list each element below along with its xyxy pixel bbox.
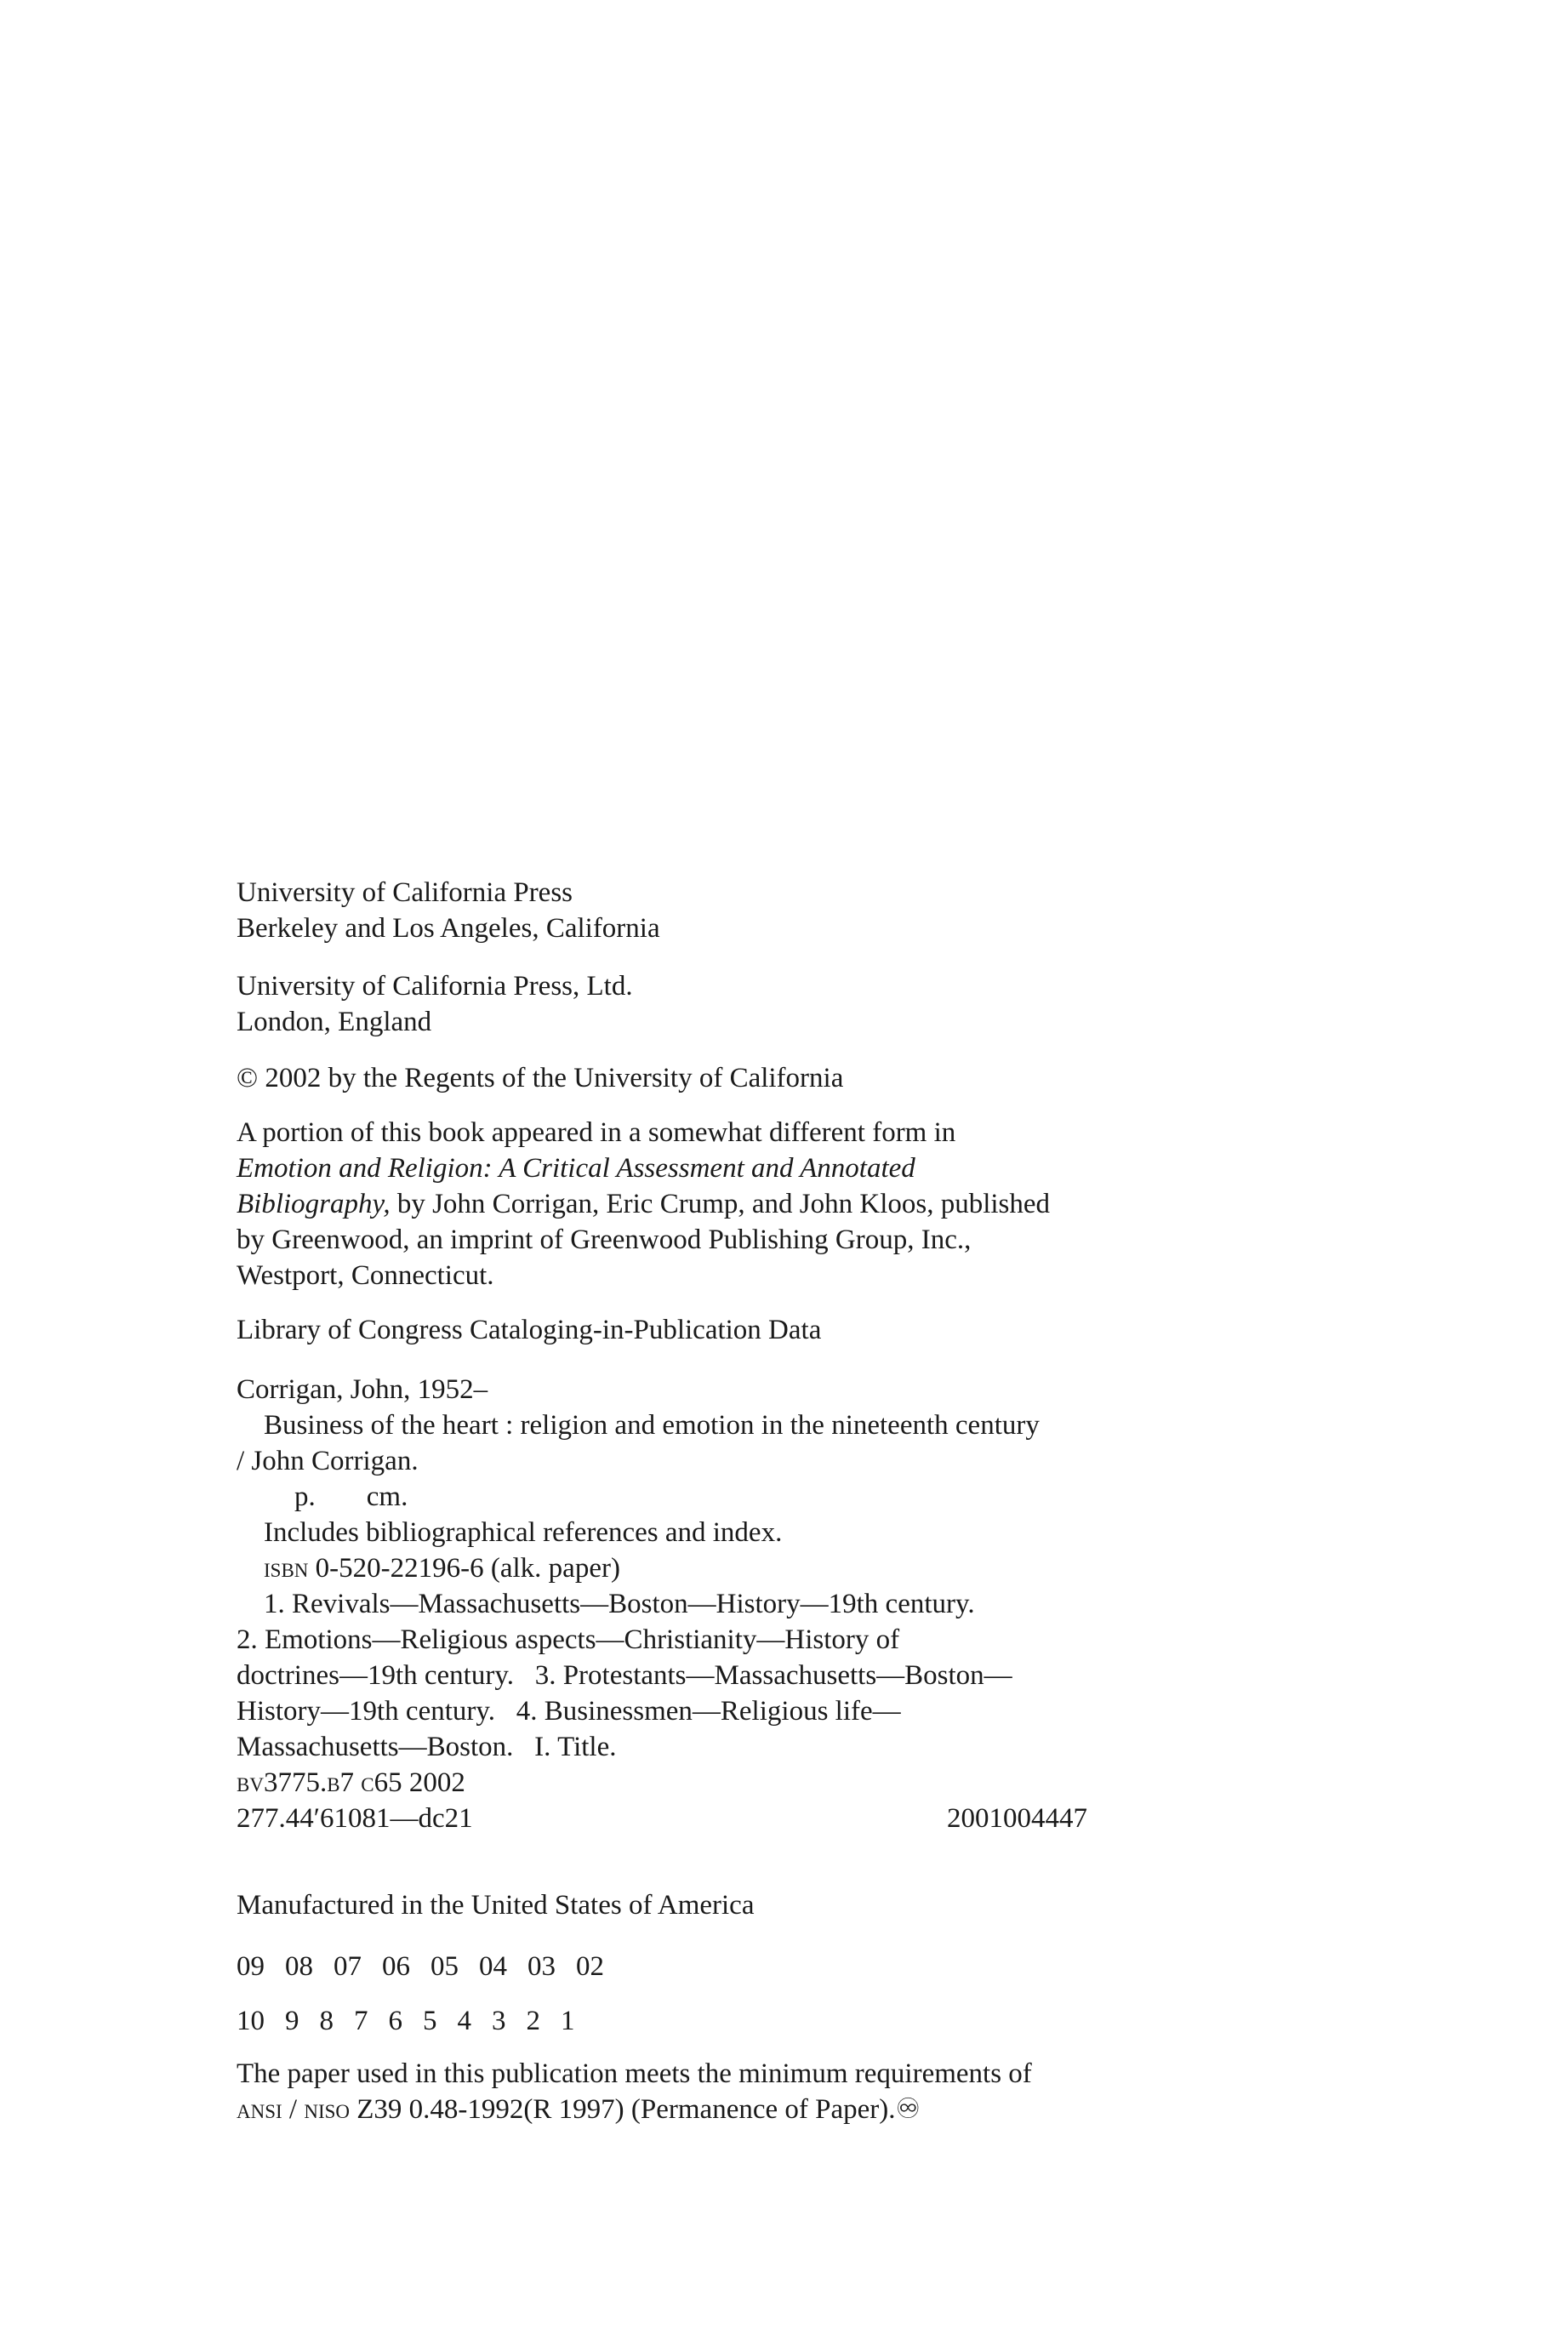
portion-line-3-rest: by John Corrigan, Eric Crump, and John Kloos, published — [390, 1189, 1051, 1219]
cip-subjects-line-4 — [237, 1693, 1087, 1729]
portion-line-5: Westport, Connecticut. — [237, 1260, 494, 1291]
paper-note-sep: / — [282, 2094, 305, 2125]
cip-isbn — [237, 1550, 1087, 1586]
uk-publisher-location: London, England — [237, 1007, 432, 1037]
cip-heading-block — [237, 1312, 1087, 1348]
print-number: 8 — [319, 2006, 334, 2036]
cip-subjects-line-1: 1. Revivals—Massachusetts—Boston—History—19th century. — [264, 1589, 975, 1619]
manufactured-line: Manufactured in the United States of America — [237, 1890, 755, 1921]
cip-cm: cm. — [366, 1481, 408, 1512]
cip-call-number: bv3775.b7 c65 2002 — [237, 1767, 465, 1798]
cip-title-line-1: Business of the heart : religion and emotion in the nineteenth century — [264, 1410, 1040, 1441]
cip-lccn: 2001004447 — [947, 1803, 1087, 1834]
print-number: 1 — [561, 2006, 575, 2036]
cip-subjects-line-3 — [237, 1658, 1087, 1693]
cip-author: Corrigan, John, 1952– — [237, 1374, 488, 1405]
print-year: 09 — [237, 1951, 265, 1982]
cip-subjects-line-3b: 3. Protestants—Massachusetts—Boston— — [534, 1660, 1012, 1691]
print-number: 4 — [457, 2006, 471, 2036]
cip-dewey-row — [237, 1801, 1087, 1836]
publisher-block — [237, 875, 1087, 946]
print-year: 04 — [479, 1951, 507, 1982]
cip-subjects-line-5b: I. Title. — [534, 1732, 617, 1762]
portion-line-1: A portion of this book appeared in a somewhat different form in — [237, 1117, 956, 1148]
cip-subjects-line-3a: doctrines—19th century. — [237, 1660, 514, 1691]
print-number: 2 — [526, 2006, 540, 2036]
cip-title-line-2: / John Corrigan. — [237, 1446, 419, 1476]
print-number: 6 — [388, 2006, 402, 2036]
paper-note-niso: niso — [304, 2094, 351, 2125]
print-number: 7 — [354, 2006, 368, 2036]
paper-note-line-1: The paper used in this publication meets the minimum requirements of — [237, 2058, 1032, 2089]
portion-line-4: by Greenwood, an imprint of Greenwood Publishing Group, Inc., — [237, 1225, 972, 1255]
cip-subjects-line-4a: History—19th century. — [237, 1696, 495, 1727]
copyright-notice — [237, 1060, 1087, 1096]
print-year: 05 — [430, 1951, 459, 1982]
print-number: 5 — [423, 2006, 437, 2036]
print-year: 03 — [527, 1951, 556, 1982]
paper-note-ansi: ansi — [237, 2094, 282, 2125]
paper-note-line-2-rest: Z39 0.48-1992(R 1997) (Permanence of Paper). — [350, 2094, 896, 2125]
paper-note — [237, 2056, 1087, 2127]
portion-line-3 — [237, 1186, 1087, 1222]
uk-publisher-name: University of California Press, Ltd. — [237, 971, 633, 1002]
copyright-line: © 2002 by the Regents of the University of California — [237, 1063, 844, 1093]
cip-subjects-line-2: 2. Emotions—Religious aspects—Christianity—History of — [237, 1624, 900, 1655]
cip-subjects-line-5 — [237, 1729, 1087, 1765]
print-years-line — [237, 1949, 1087, 1984]
cip-dewey: 277.44′61081—dc21 — [237, 1803, 473, 1834]
print-year: 08 — [285, 1951, 313, 1982]
print-year: 06 — [382, 1951, 410, 1982]
paper-note-line-2 — [237, 2092, 1087, 2127]
cip-isbn-label: isbn — [264, 1553, 309, 1584]
permanence-of-paper-icon: ♾ — [895, 2094, 921, 2125]
portion-line-3-italic: Bibliography, — [237, 1189, 391, 1219]
cip-heading: Library of Congress Cataloging-in-Publication Data — [237, 1315, 822, 1345]
print-numbers-line — [237, 2003, 1087, 2039]
manufactured-block — [237, 1887, 1087, 1923]
cip-includes: Includes bibliographical references and index. — [264, 1517, 783, 1548]
print-year: 07 — [334, 1951, 362, 1982]
cip-physical — [237, 1479, 1087, 1515]
cip-pages: p. — [294, 1481, 316, 1512]
print-number: 10 — [237, 2006, 265, 2036]
publisher-location: Berkeley and Los Angeles, California — [237, 913, 660, 944]
print-year: 02 — [576, 1951, 604, 1982]
cip-subjects-line-5a: Massachusetts—Boston. — [237, 1732, 514, 1762]
print-number: 9 — [285, 2006, 299, 2036]
print-number: 3 — [492, 2006, 506, 2036]
portion-line-2: Emotion and Religion: A Critical Assessment and Annotated — [237, 1153, 915, 1184]
uk-publisher-block — [237, 968, 1087, 1040]
portion-note — [237, 1115, 1087, 1293]
publisher-name: University of California Press — [237, 877, 573, 908]
cip-isbn-value: 0-520-22196-6 (alk. paper) — [308, 1553, 620, 1584]
cip-subjects-line-4b: 4. Businessmen—Religious life— — [516, 1696, 901, 1727]
cip-record — [237, 1372, 1087, 1836]
